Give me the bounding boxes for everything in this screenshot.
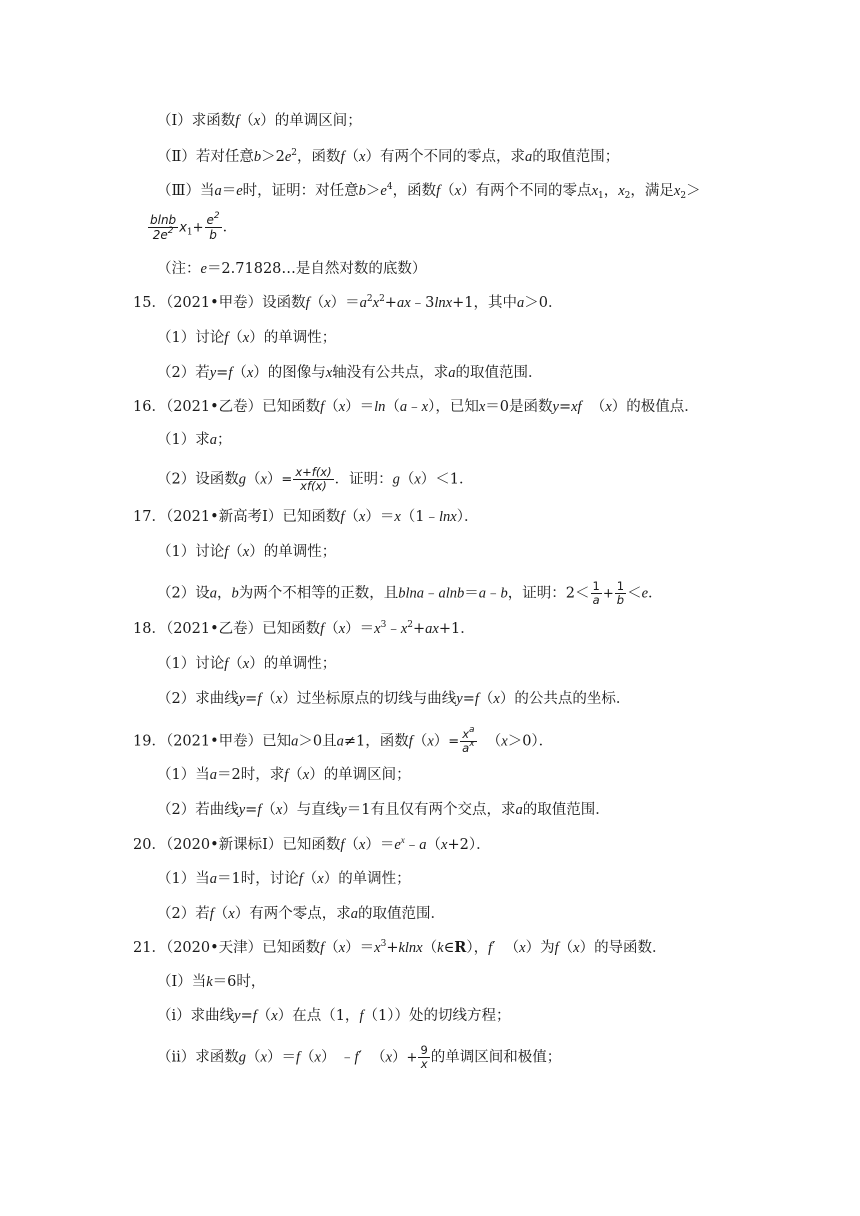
problem-16-stem: 16．（2021•乙卷）已知函数f（x）＝ln（a﹣x），已知x＝0是函数y=xf （x）的极值点．	[133, 399, 699, 415]
problem-20-part-1: （1）当a＝1时，讨论f（x）的单调性；	[157, 871, 411, 887]
problem-18-stem: 18．（2021•乙卷）已知函数$f(x)=x^3﹣x^2+ax+1$．	[133, 620, 475, 637]
problem-17-stem: 17．（2021•新高考Ⅰ）已知函数f（x）＝x（1﹣lnx）．	[133, 509, 479, 525]
problem-21-part-1: （Ⅰ）当k＝6时，	[157, 974, 266, 990]
sub-question-1: （Ⅰ）求函数f（x）的单调区间；	[157, 113, 362, 129]
problem-21-stem: 21．（2020•天津）已知函数$f(x)=x^3+klnx(k\in R)$，f′ （x）为f（x）的导函数．	[133, 939, 667, 956]
note: （注：e＝2.71828…是自然对数的底数）	[157, 261, 427, 277]
problem-17-part-1: （1）讨论f（x）的单调性；	[157, 544, 337, 560]
problem-15-part-1: （1）讨论f（x）的单调性；	[157, 330, 337, 346]
fraction: $\frac{1}{a}$	[592, 579, 600, 607]
problem-16-part-1: （1）求a；	[157, 432, 232, 448]
fraction: $\frac{x^a}{a^x}$	[462, 725, 475, 755]
problem-15-part-2: （2）若y=f（x）的图像与x轴没有公共点，求a的取值范围．	[157, 365, 543, 381]
problem-15-stem: 15．（2021•甲卷）设函数$f(x)=a^2x^2+ax﹣3\ln x+1$，其中a＞0．	[133, 294, 563, 311]
sub-question-2: （Ⅱ）若对任意$b>2e^2$，函数f（x）有两个不同的零点，求a的取值范围；	[157, 148, 620, 165]
problem-16-part-2: （2）设函数g（x）= $\frac{x+f(x)}{xf(x)}$ ．证明：g（x）＜1．	[157, 465, 474, 493]
problem-19-part-2: （2）若曲线y=f（x）与直线y＝1有且仅有两个交点，求a的取值范围．	[157, 802, 610, 818]
inequality-formula: $\frac{blnb}{2e^2}$ $x_1+$ $\frac{e^2}{b}$ ．	[150, 211, 238, 242]
problem-20-stem: 20．（2020•新课标Ⅰ）已知函数$f(x)=e^x﹣a(x+2)$．	[133, 835, 491, 853]
problem-21-part-1-ii: （ⅱ）求函数g（x）＝f（x） ﹣f′ （x）+ $\frac{9}{x}$ 的单调区间和极值；	[157, 1043, 562, 1071]
fraction: $\frac{blnb}{2e^2}$	[150, 213, 177, 242]
fraction: $\frac{9}{x}$	[420, 1043, 428, 1071]
problem-20-part-2: （2）若f（x）有两个零点，求a的取值范围．	[157, 906, 445, 922]
fraction: $\frac{x+f(x)}{xf(x)}$	[295, 465, 332, 493]
problem-19-part-1: （1）当a＝2时，求f（x）的单调区间；	[157, 767, 411, 783]
fraction: $\frac{1}{b}$	[616, 579, 625, 607]
fraction: $\frac{e^2}{b}$	[206, 211, 220, 242]
problem-18-part-1: （1）讨论f（x）的单调性；	[157, 656, 337, 672]
problem-21-part-1-i: （ⅰ）求曲线y=f（x）在点（1，f（1））处的切线方程；	[157, 1008, 511, 1024]
problem-17-part-2: （2）设a，b为两个不相等的正数，且blna﹣alnb＝a﹣b，证明：2＜ $\frac{1}{a}$ + $\frac{1}{b}$ ＜e．	[157, 579, 663, 607]
sub-question-3: （Ⅲ）当a＝e时，证明：对任意$b>e^4$，函数f（x）有两个不同的零点$x_1$，$x_2$，满足$x_2>$	[157, 182, 701, 201]
problem-19-stem: 19．（2021•甲卷）已知a＞0且a≠1，函数f（x）= $\frac{x^a}{a^x}$ （x＞0）．	[133, 725, 554, 755]
problem-18-part-2: （2）求曲线y=f（x）过坐标原点的切线与曲线y=f（x）的公共点的坐标．	[157, 691, 631, 707]
